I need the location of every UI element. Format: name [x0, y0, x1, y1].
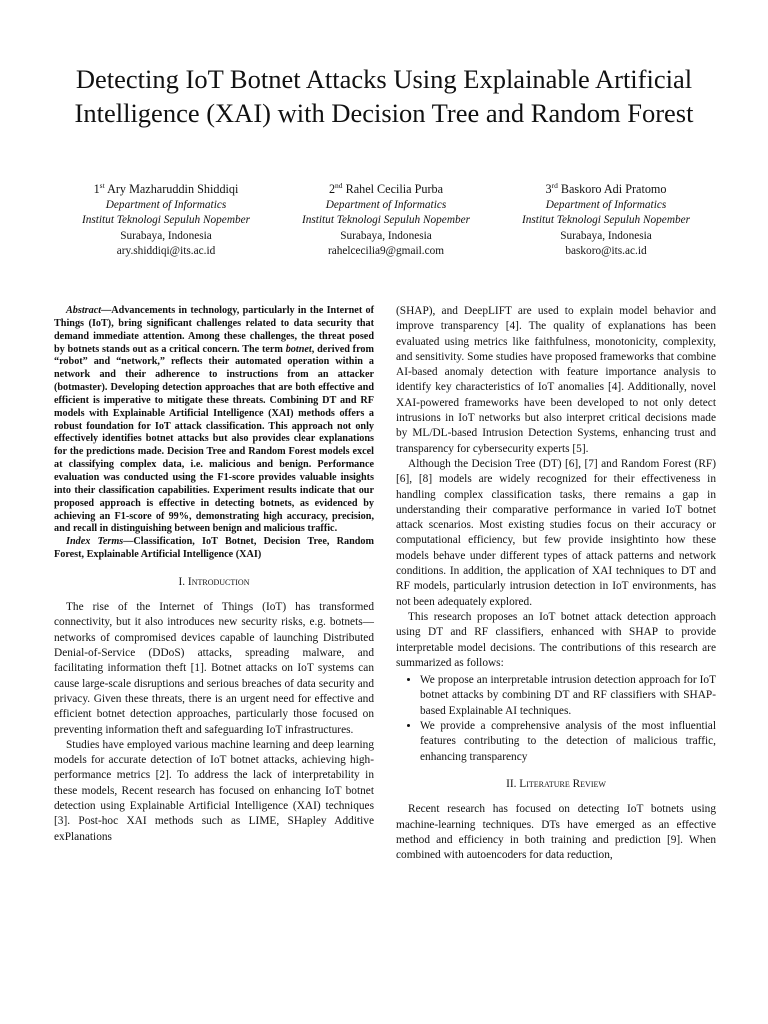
paragraph: This research proposes an IoT botnet attack detection approach using DT and RF classifiers, enhanced with SHAP to provide interpretable model decisions. The contributions of this research are summarized as follows:	[396, 610, 716, 669]
author-email: ary.shiddiqi@its.ac.id	[116, 245, 216, 258]
index-terms: Index Terms—Classification, IoT Botnet, Decision Tree, Random Forest, Explainable Artificial Intelligence (XAI)	[54, 536, 374, 561]
paragraph: The rise of the Internet of Things (IoT) has transformed connectivity, but it also introduces new security risks, e.g. botnets—networks of compromised devices capable of launching Distributed Denial-of-Service (DDoS) attacks, spreading malware, and facilitating information theft [1]. Botnet attacks on IoT systems can cause large-scale disruptions and serious breaches of data security and privacy. Given these threats, there is an urgent need for effective and efficient botnet detection approaches, particularly those focused on preventing information theft and safeguarding IoT infrastructures.	[54, 601, 374, 736]
author-email: rahelcecilia9@gmail.com	[327, 245, 445, 258]
author-institution: Institut Teknologi Sepuluh Nopember	[81, 214, 251, 227]
paragraph: Although the Decision Tree (DT) [6], [7] and Random Forest (RF) [6], [8] models are widely recognized for their effectiveness in handling complex classification tasks, there remains a gap in understanding their comparative performance in varied IoT botnet attack scenarios. Most existing studies focus on their accuracy or computational efficiency, but few provide insightinto how these models behave under different types of attack patterns and network conditions. In addition, the application of XAI techniques to DT and RF models, particularly intrusion detection in IoT environments, has not been adequately explored.	[396, 457, 716, 608]
right-column	[396, 304, 716, 863]
author-email: baskoro@its.ac.id	[565, 245, 647, 258]
paragraph: Recent research has focused on detecting IoT botnets using machine-learning techniques. DTs have emerged as an effective method and efficiency in both training and prediction [9]. When combined with autoencoders for data reduction,	[396, 803, 716, 862]
section-heading-introduction: I. Introduction	[178, 575, 250, 588]
author-city: Surabaya, Indonesia	[340, 229, 432, 242]
index-terms-label: Index Terms	[66, 536, 124, 548]
author-name: 2nd Rahel Cecilia Purba	[328, 181, 444, 197]
author-2	[276, 178, 496, 260]
abstract: Abstract—Advancements in technology, particularly in the Internet of Things (IoT), bring significant challenges related to data security that demand immediate attention. Among these challenges, the threat posed by botnets stands out as a critical concern. The term botnet, derived from “robot” and “network,” reflects their automated operation within a network and their adherence to instructions from an attacker (botmaster). Developing detection approaches that are both effective and efficient is imperative to mitigate these threats. Combining DT and RF models with Explainable Artificial Intelligence (XAI) methods offers a robust foundation for IoT attack classification. This approach not only effectively identifies botnet attacks but also provides clear explanations for the predictions made. Decision Tree and Random Forest models excel at classifying complex data, i.e. malicious and benign. Performance evaluation was conducted using the F1-score provides valuable insights into their classification capabilities. Experiment results indicate that our proposed approach is effective in detecting botnets, as evidenced by achieving an F1-score of 99%, demonstrating high accuracy, precision, and recall in distinguishing between benign and malicious traffic.	[54, 305, 374, 535]
paragraph: (SHAP), and DeepLIFT are used to explain model behavior and improve transparency [4]. The quality of explanations has been evaluated using metrics like faithfulness, monotonicity, complexity, and sensitivity. Some studies have proposed frameworks that combine AI-based anomaly detection with feature importance analysis to identify key characteristics of IoT anomalies [4]. Additionally, novel XAI-powered frameworks have been developed to not only detect intrusions in IoT networks but also interpret critical decisions made by ML/DL-based Intrusion Detection Systems, enhancing trust and transparency for cybersecurity experts [5].	[396, 305, 716, 455]
abstract-emphasis: botnet	[285, 343, 312, 355]
author-3	[496, 178, 716, 260]
author-block	[56, 178, 716, 260]
paper-title: Detecting IoT Botnet Attacks Using Explainable Artificial Intelligence (XAI) with Decision Tree and Random Forest	[74, 64, 694, 128]
list-item: • We propose an interpretable intrusion detection approach for IoT botnet attacks by combining DT and RF classifiers with SHAP-based Explainable AI techniques.	[420, 673, 716, 719]
contribution-list	[396, 673, 716, 765]
paragraph: Studies have employed various machine learning and deep learning models for accurate detection of IoT botnet attacks, achieving high-performance metrics [2]. To address the lack of interpretability in these models, Recent research has focused on enhancing IoT botnet detection using Explainable Artificial Intelligence (XAI) techniques [3]. Post-hoc XAI methods such as LIME, SHapley Additive exPlanations	[54, 738, 374, 843]
left-column	[54, 305, 374, 845]
author-department: Department of Informatics	[325, 198, 447, 211]
list-item: • We provide a comprehensive analysis of the most influential features contributing to the detection of malicious traffic, enhancing transparency	[420, 719, 716, 765]
author-1	[56, 178, 276, 260]
author-city: Surabaya, Indonesia	[560, 229, 652, 242]
author-institution: Institut Teknologi Sepuluh Nopember	[521, 214, 691, 227]
author-institution: Institut Teknologi Sepuluh Nopember	[301, 214, 471, 227]
abstract-label: Abstract	[66, 305, 102, 316]
section-heading-literature-review: II. Literature Review	[506, 777, 606, 790]
author-city: Surabaya, Indonesia	[120, 229, 212, 242]
author-name: 1st Ary Mazharuddin Shiddiqi	[93, 181, 239, 197]
author-department: Department of Informatics	[545, 198, 667, 211]
author-department: Department of Informatics	[105, 198, 227, 211]
author-name: 3rd Baskoro Adi Pratomo	[545, 181, 667, 197]
